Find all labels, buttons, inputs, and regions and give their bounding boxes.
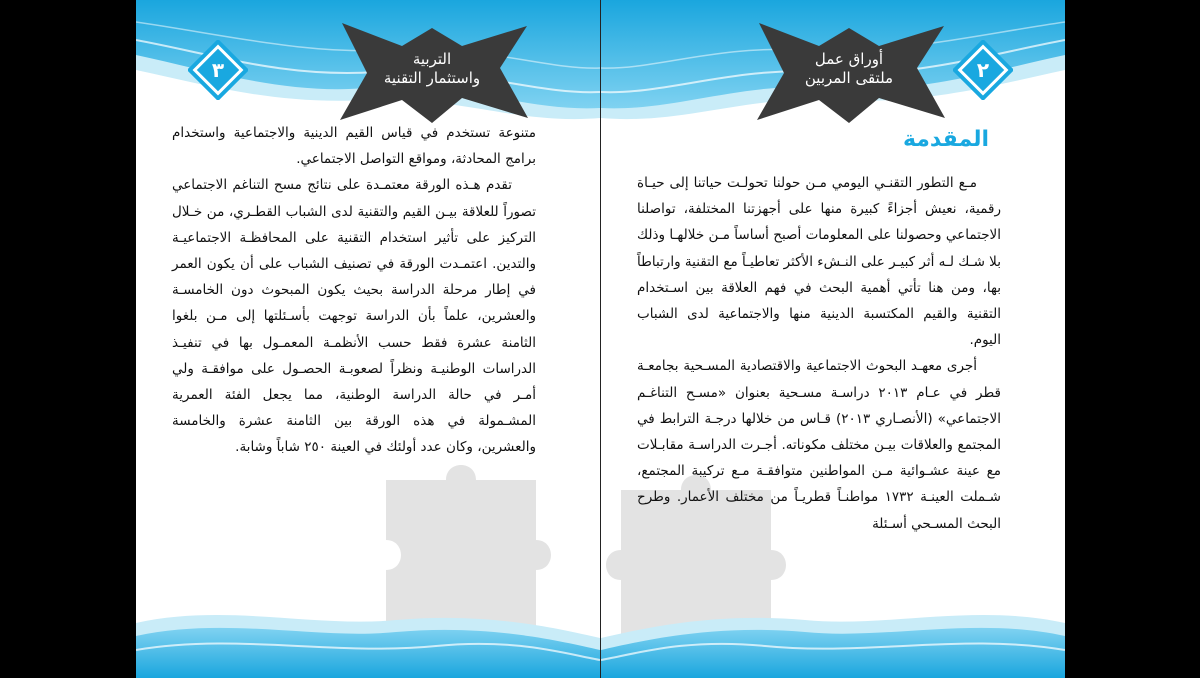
paragraph: أجرى معهـد البحوث الاجتماعية والاقتصادية المسـحية بجامعـة قطر في عـام ٢٠١٣ دراسـة مسـحية بعنوان «مسـح التناغـم الاجتماعي» (الأنصـاري ٢٠١٣) قـاس من خلالها درجـة الترابط في المجتمع والعلاقات بيـن مختلف مكوناته. أجـرت الدراسـة مقابـلات مع عينة عشـوائية مـن المواطنين متوافقـة مـع تركيبة المجتمع، شـملت العينـة ١٧٣٢ مواطنـاً قطريـاً من مختلف الأعمار. وطرح البحث المسـحي أسـئلة: [637, 358, 1001, 532]
paragraph: تقدم هـذه الورقة معتمـدة على نتائج مسح التناغم الاجتماعي تصوراً للعلاقة بيـن القيم والتقنية لدى الشباب القطـري، من خـلال التركيز على تأثير استخدام التقنية على المحافظـة الاجتماعيـة والتدين. اعتمـدت الورقة في تصنيف الشباب على أن يكون العمر في إطار مرحلة الدراسة بحيث يكون المبحوث دون الخامسـة والعشرين، علماً بأن الدراسة توجهت بأسـئلتها إلى مـن بلغوا الثامنة عشرة فقط حسب الأنظمـة المعمـول بها في تنفيـذ الدراسات الوطنيـة ونظراً لصعوبـة الحصـول على موافقـة ولي أمـر في حالة الدراسة الوطنية، مما يجعل الفئة العمرية المشـمولة في هذه الورقة بين الثامنة عشرة والخامسة والعشرين، وكان عدد أولئك في العينة ٢٥٠ شاباً وشابة.: [172, 177, 536, 456]
bottom-wave-band: [601, 598, 1065, 678]
header-title-star: [332, 18, 532, 128]
page-number: ٣: [211, 58, 225, 82]
left-page: [136, 0, 600, 678]
header-title-line1: أوراق عمل: [814, 50, 884, 68]
section-heading: المقدمة: [902, 127, 989, 152]
page-number-badge: [188, 40, 248, 100]
page-number-badge: [953, 40, 1013, 100]
bottom-wave-band: [136, 598, 600, 678]
right-body-text: [637, 170, 1001, 537]
header-title-star: [749, 18, 949, 128]
header-title-line1: التربية: [412, 50, 452, 68]
header-title-line2: ملتقى المربين: [804, 69, 894, 87]
paragraph: متنوعة تستخدم في قياس القيم الدينية والاجتماعية واستخدام برامج المحادثة، ومواقع التواصل الاجتماعي.: [172, 125, 536, 168]
page-number: ٢: [976, 58, 990, 82]
right-page: [601, 0, 1065, 678]
header-title-line2: واستثمار التقنية: [383, 69, 481, 87]
left-body-text: [172, 120, 536, 461]
paragraph: مـع التطور التقنـي اليومي مـن حولنا تحولـت حياتنا إلى حيـاة رقمية، نعيش أجزاءً كبيرة منها على أجهزتنا المختلفة، تواصلنا الاجتماعي وحصولنا على المعلومات أصبح أساساً مـن خلالهـا وذلك بلا شـك لـه أثر كبيـر على النـشء الأكثر تعاطيـاً مع التقنية وارتباطاً بها، ومن هنا تأتي أهمية البحث في فهم العلاقة بين اسـتخدام التقنية والقيم المكتسبة الدينية منها والاجتماعية لدى الشباب اليوم.: [637, 175, 1001, 349]
